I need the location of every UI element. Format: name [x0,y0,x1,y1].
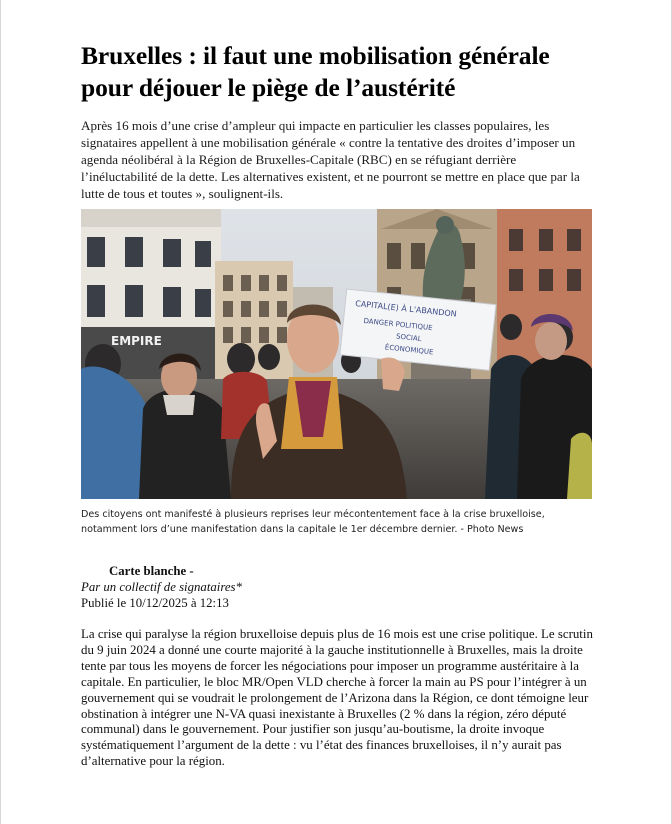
placard-line-4: ÉCONOMIQUE [384,343,434,357]
placard-line-1: CAPITAL(E) À L'ABANDON [354,299,458,319]
photo-caption: Des citoyens ont manifesté à plusieurs reprises leur mécontentement face à la crise bruxelloise, notamment lors d’une manifestation dans la capitale le 1er décembre dernier. - Photo News [81,509,545,535]
article-photo [81,209,592,499]
storefront-sign: EMPIRE [111,334,162,348]
placard-line-2: DANGER POLITIQUE [363,316,433,333]
placard-line-3: SOCIAL [395,332,422,344]
byline-author: Par un collectif de signataires* [81,580,242,594]
byline-label: Carte blanche - [109,564,194,578]
article-body-paragraph: La crise qui paralyse la région bruxelloise depuis plus de 16 mois est une crise politique. Le scrutin du 9 juin 2024 a donné une courte majorité à la gauche institutionnelle à Bruxelles, mais la droite tente par tous les moyens de forcer les négociations pour imposer un programme austéritaire à la capitale. En particulier, le bloc MR/Open VLD cherche à forcer la main au PS pour l’intégrer à un gouvernement qui se voudrait le prolongement de l’Arizona dans la Région, ce dont témoigne leur obstination à intégrer une N-VA quasi inexistante à Bruxelles (2 % dans la région, zéro député communal) dans le gouvernement. Pour justifier son jusqu’au-boutisme, la droite invoque systématiquement l’argument de la dette : vu l’état des finances bruxelloises, il n’y aurait pas d’alternative pour la région. [81,627,593,769]
published-date: Publié le 10/12/2025 à 12:13 [81,596,229,610]
page-border-left [0,0,1,824]
article-lead: Après 16 mois d’une crise d’ampleur qui impacte en particulier les classes populaires, les signataires appellent à une mobilisation générale « contre la tentative des droites d’imposer un agenda néolibéral à la Région de Bruxelles-Capitale (RBC) en se réfugiant derrière l’inéluctabilité de la dette. Les alternatives existent, et ne pourront se mettre en place que par la lutte de tous et toutes », soulignent-ils. [81,118,580,201]
article-title: Bruxelles : il faut une mobilisation générale pour déjouer le piège de l’austérité [81,41,550,102]
